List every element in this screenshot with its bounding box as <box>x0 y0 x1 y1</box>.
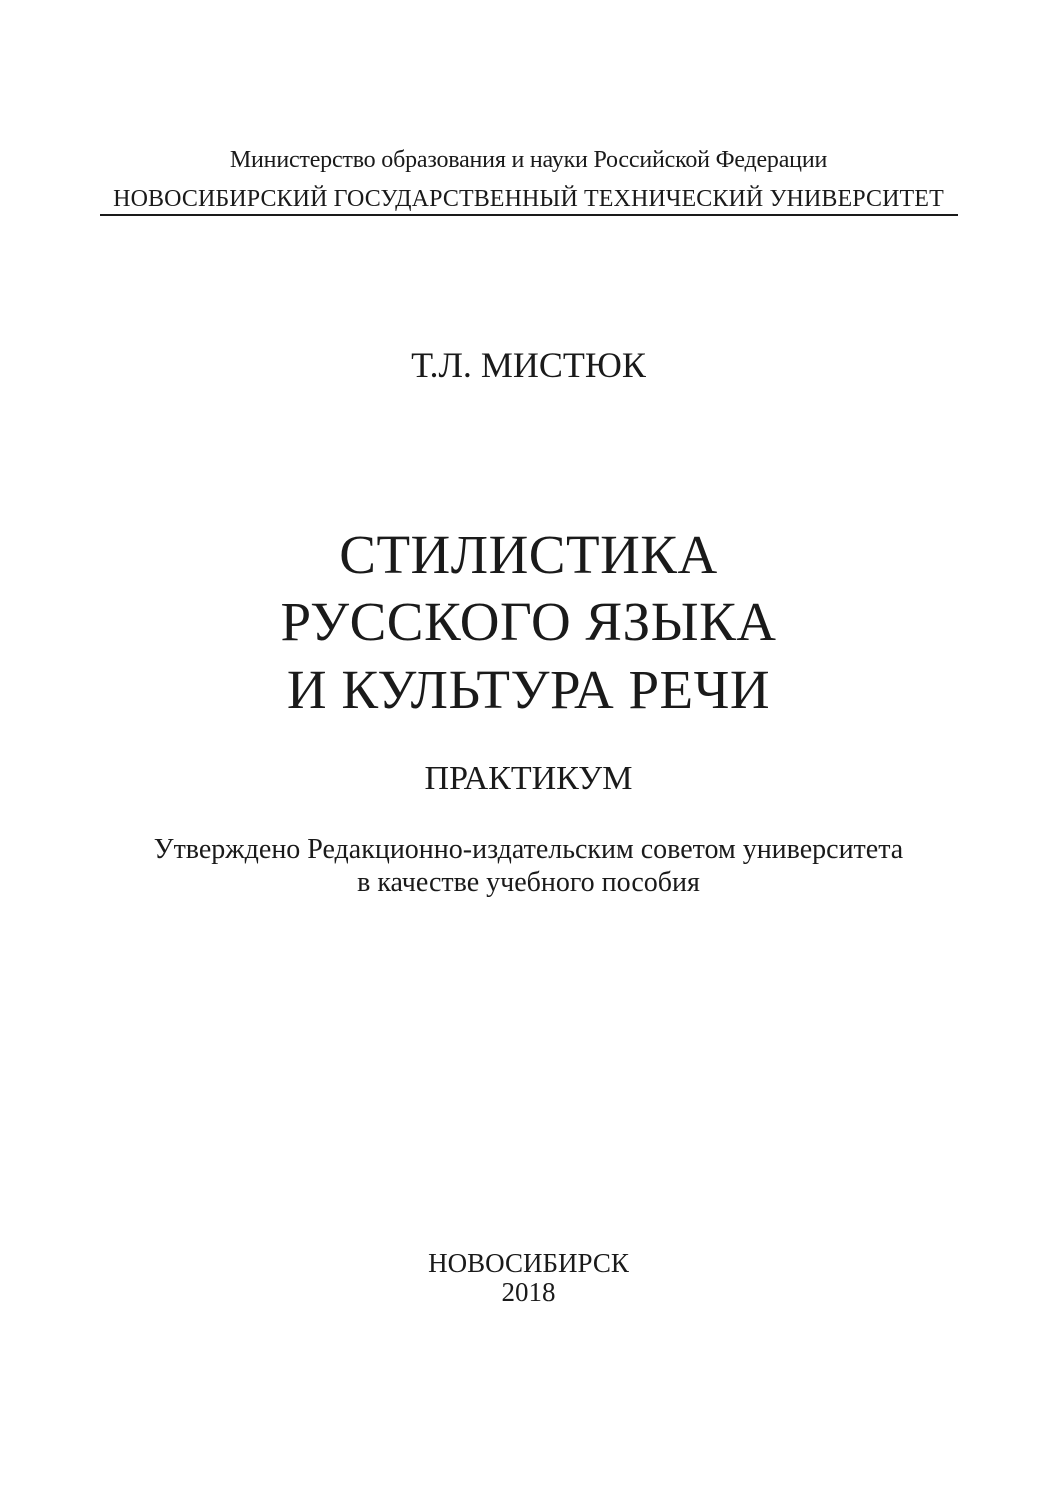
author-name: Т.Л. МИСТЮК <box>411 345 646 385</box>
publication-city: НОВОСИБИРСК <box>428 1248 629 1278</box>
publication-year: 2018 <box>501 1277 556 1307</box>
book-title-line-2: РУССКОГО ЯЗЫКА <box>280 591 777 652</box>
book-title-line-3: И КУЛЬТУРА РЕЧИ <box>286 659 771 720</box>
university-name: НОВОСИБИРСКИЙ ГОСУДАРСТВЕННЫЙ ТЕХНИЧЕСКИЙ УНИВЕРСИТЕТ <box>113 186 944 212</box>
approval-note-line-1: Утверждено Редакционно-издательским советом университета <box>153 834 904 865</box>
ministry-name: Министерство образования и науки Российской Федерации <box>229 147 828 173</box>
book-title-line-1: СТИЛИСТИКА <box>339 524 718 585</box>
approval-note-line-2: в качестве учебного пособия <box>357 867 700 898</box>
book-subtitle: ПРАКТИКУМ <box>424 760 633 797</box>
header-divider <box>100 214 958 216</box>
